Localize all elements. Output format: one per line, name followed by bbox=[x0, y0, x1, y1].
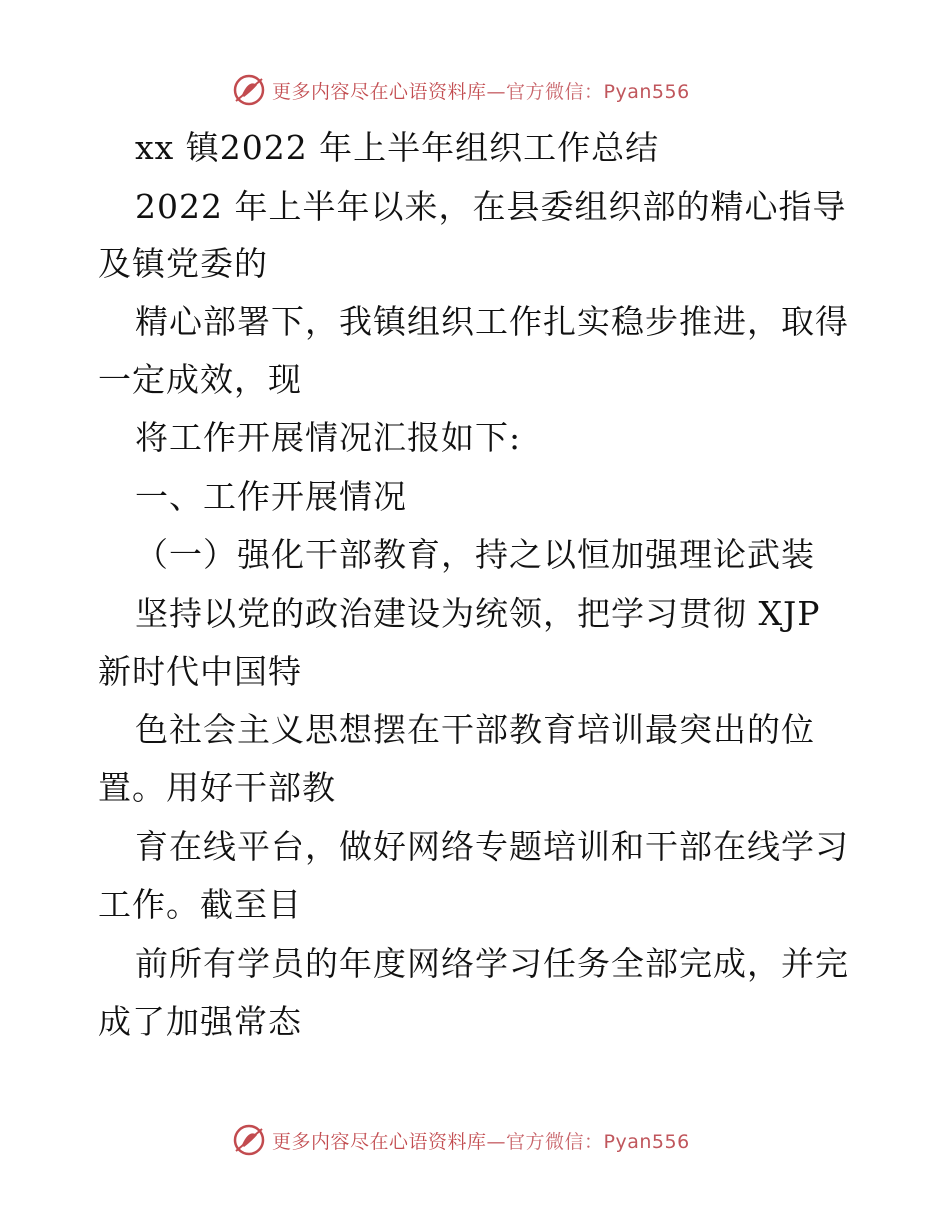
paragraph-line: 育在线平台，做好网络专题培训和干部在线学习 bbox=[135, 827, 849, 866]
watermark-text bbox=[272, 1127, 690, 1154]
paragraph-line: 置。用好干部教 bbox=[98, 768, 336, 807]
subsection-heading: （一）强化干部教育，持之以恒加强理论武装 bbox=[135, 535, 815, 574]
document-title: xx 镇2022 年上半年组织工作总结 bbox=[135, 128, 660, 167]
footer-watermark bbox=[232, 1122, 690, 1158]
brand-seal-icon bbox=[232, 1123, 266, 1157]
watermark-dash: — bbox=[486, 1130, 507, 1153]
watermark-dash: — bbox=[486, 80, 507, 103]
paragraph-line: 成了加强常态 bbox=[98, 1002, 302, 1041]
header-watermark bbox=[232, 72, 690, 108]
paragraph-line: 新时代中国特 bbox=[98, 652, 302, 691]
watermark-wechat-id: Pyan556 bbox=[603, 80, 690, 103]
watermark-brand: 更多内容尽在心语资料库 bbox=[272, 1130, 487, 1153]
section-heading: 一、工作开展情况 bbox=[135, 477, 407, 516]
paragraph-line: 坚持以党的政治建设为统领，把学习贯彻 XJP bbox=[135, 594, 821, 633]
watermark-brand: 更多内容尽在心语资料库 bbox=[272, 80, 487, 103]
brand-seal-icon bbox=[232, 73, 266, 107]
watermark-wechat-id: Pyan556 bbox=[603, 1130, 690, 1153]
paragraph-line: 将工作开展情况汇报如下: bbox=[135, 418, 522, 457]
paragraph-line: 精心部署下，我镇组织工作扎实稳步推进，取得 bbox=[135, 302, 849, 341]
watermark-official-label: 官方微信： bbox=[506, 80, 604, 103]
paragraph-line: 前所有学员的年度网络学习任务全部完成，并完 bbox=[135, 944, 849, 983]
paragraph-line: 及镇党委的 bbox=[98, 244, 268, 283]
watermark-official-label: 官方微信： bbox=[506, 1130, 604, 1153]
paragraph-line: 一定成效，现 bbox=[98, 360, 302, 399]
watermark-text bbox=[272, 77, 690, 104]
paragraph-line: 2022 年上半年以来，在县委组织部的精心指导 bbox=[135, 187, 847, 226]
paragraph-line: 工作。截至目 bbox=[98, 885, 302, 924]
paragraph-line: 色社会主义思想摆在干部教育培训最突出的位 bbox=[135, 710, 815, 749]
